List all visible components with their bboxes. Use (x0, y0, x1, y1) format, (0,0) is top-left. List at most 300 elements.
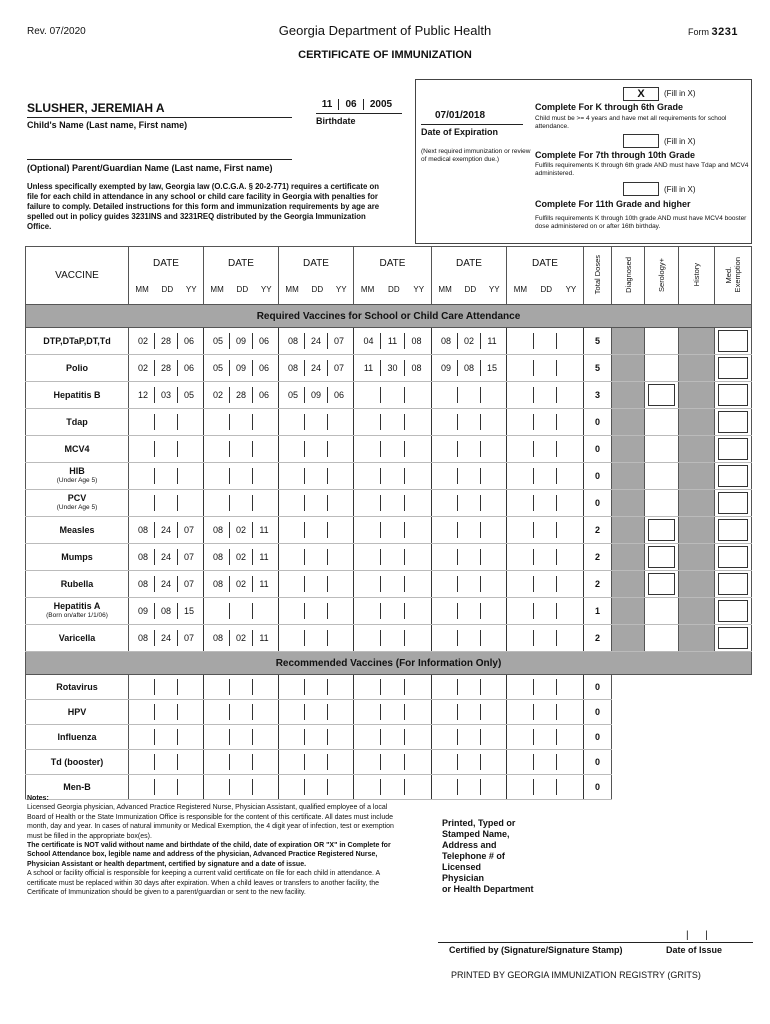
date-part[interactable] (457, 704, 480, 720)
date-part[interactable] (480, 679, 503, 695)
date-dd[interactable]: 08 (457, 360, 480, 376)
date-mm[interactable]: 09 (137, 606, 148, 616)
date-mm[interactable] (207, 495, 229, 511)
child-name-field[interactable]: SLUSHER, JEREMIAH A (27, 101, 165, 115)
date-mm[interactable] (357, 441, 380, 457)
date-mm[interactable] (132, 414, 154, 430)
date-mm[interactable]: 02 (212, 390, 223, 400)
date-part[interactable] (327, 729, 350, 745)
date-yy[interactable]: 07 (177, 630, 200, 646)
date-yy[interactable]: 11 (480, 333, 503, 349)
date-mm[interactable] (510, 468, 533, 484)
date-cell[interactable] (129, 544, 204, 571)
date-cell[interactable] (279, 675, 354, 700)
date-cell[interactable] (432, 775, 507, 800)
date-part[interactable] (556, 704, 580, 720)
date-mm[interactable] (357, 387, 380, 403)
date-yy[interactable] (327, 522, 350, 538)
date-cell[interactable] (432, 382, 507, 409)
med-exemption-cell[interactable] (715, 625, 752, 652)
date-dd[interactable]: 03 (154, 387, 177, 403)
date-part[interactable] (154, 704, 177, 720)
signature-line[interactable] (438, 942, 753, 943)
date-dd[interactable] (457, 522, 480, 538)
date-part[interactable] (533, 729, 557, 745)
date-cell[interactable] (279, 355, 354, 382)
date-part[interactable] (304, 729, 327, 745)
date-yy[interactable] (556, 495, 580, 511)
date-dd[interactable] (533, 360, 557, 376)
date-dd[interactable]: 28 (154, 333, 177, 349)
date-cell[interactable] (279, 700, 354, 725)
date-yy[interactable]: 11 (252, 522, 275, 538)
date-dd[interactable]: 08 (154, 603, 177, 619)
date-dd[interactable] (533, 468, 557, 484)
date-cell[interactable] (279, 544, 354, 571)
date-part[interactable] (510, 729, 533, 745)
date-yy[interactable]: 07 (327, 333, 350, 349)
med-exemption-cell[interactable] (715, 328, 752, 355)
date-dd[interactable] (533, 387, 557, 403)
date-cell[interactable] (129, 750, 204, 775)
date-dd[interactable] (380, 468, 404, 484)
date-cell[interactable] (507, 409, 584, 436)
med-exemption-cell[interactable] (715, 571, 752, 598)
date-mm[interactable] (435, 468, 457, 484)
date-cell[interactable] (279, 328, 354, 355)
date-part[interactable] (154, 679, 177, 695)
date-cell[interactable] (432, 355, 507, 382)
date-mm[interactable] (435, 522, 457, 538)
date-mm[interactable] (435, 630, 457, 646)
date-part[interactable] (435, 679, 457, 695)
date-cell[interactable] (507, 725, 584, 750)
date-part[interactable] (480, 704, 503, 720)
date-mm[interactable] (435, 495, 457, 511)
date-yy[interactable] (252, 414, 275, 430)
date-yy[interactable] (252, 603, 275, 619)
date-dd[interactable] (380, 441, 404, 457)
date-part[interactable] (229, 779, 252, 795)
date-cell[interactable] (354, 571, 432, 598)
date-part[interactable] (154, 729, 177, 745)
date-yy[interactable] (556, 576, 580, 592)
date-yy[interactable] (404, 549, 428, 565)
k-6th-grade-checkbox[interactable]: X (623, 87, 659, 101)
date-part[interactable] (327, 704, 350, 720)
date-mm[interactable] (207, 414, 229, 430)
date-part[interactable] (132, 729, 154, 745)
date-part[interactable] (304, 754, 327, 770)
date-part[interactable] (380, 779, 404, 795)
date-part[interactable] (252, 679, 275, 695)
date-cell[interactable] (204, 750, 279, 775)
date-mm[interactable] (282, 495, 304, 511)
date-dd[interactable]: 11 (380, 333, 404, 349)
date-part[interactable] (404, 704, 428, 720)
date-mm[interactable]: 08 (212, 552, 223, 562)
date-dd[interactable] (304, 630, 327, 646)
date-part[interactable] (404, 729, 428, 745)
serology-cell[interactable] (645, 517, 679, 544)
date-yy[interactable] (404, 468, 428, 484)
date-part[interactable] (229, 729, 252, 745)
date-mm[interactable]: 08 (440, 336, 451, 346)
date-yy[interactable]: 07 (177, 549, 200, 565)
date-yy[interactable] (177, 468, 200, 484)
date-yy[interactable] (556, 360, 580, 376)
date-mm[interactable]: 05 (287, 390, 298, 400)
date-yy[interactable] (480, 549, 503, 565)
date-dd[interactable] (533, 630, 557, 646)
date-dd[interactable] (154, 441, 177, 457)
date-yy[interactable] (556, 333, 580, 349)
med-exemption-box[interactable] (718, 492, 748, 514)
date-part[interactable] (177, 679, 200, 695)
date-dd[interactable]: 24 (304, 360, 327, 376)
date-part[interactable] (435, 729, 457, 745)
date-mm[interactable]: 04 (363, 336, 374, 346)
date-yy[interactable]: 07 (177, 522, 200, 538)
date-yy[interactable]: 15 (177, 603, 200, 619)
date-part[interactable] (357, 754, 380, 770)
date-dd[interactable] (380, 414, 404, 430)
date-mm[interactable] (282, 468, 304, 484)
date-dd[interactable] (229, 414, 252, 430)
med-exemption-box[interactable] (718, 357, 748, 379)
date-dd[interactable]: 02 (229, 549, 252, 565)
date-yy[interactable] (556, 441, 580, 457)
date-dd[interactable] (380, 576, 404, 592)
med-exemption-box[interactable] (718, 465, 748, 487)
date-yy[interactable]: 06 (252, 360, 275, 376)
date-yy[interactable] (556, 630, 580, 646)
date-part[interactable] (380, 704, 404, 720)
date-yy[interactable] (480, 495, 503, 511)
date-yy[interactable] (480, 630, 503, 646)
date-part[interactable] (252, 754, 275, 770)
date-cell[interactable] (279, 490, 354, 517)
date-dd[interactable]: 24 (154, 549, 177, 565)
date-dd[interactable] (457, 549, 480, 565)
date-yy[interactable] (404, 603, 428, 619)
date-part[interactable] (480, 754, 503, 770)
date-yy[interactable] (404, 630, 428, 646)
date-part[interactable] (304, 704, 327, 720)
date-cell[interactable] (507, 775, 584, 800)
date-mm[interactable] (510, 387, 533, 403)
date-yy[interactable]: 07 (177, 576, 200, 592)
med-exemption-cell[interactable] (715, 463, 752, 490)
date-dd[interactable]: 02 (229, 522, 252, 538)
date-cell[interactable] (129, 328, 204, 355)
serology-cell[interactable] (645, 463, 679, 490)
date-part[interactable] (177, 779, 200, 795)
date-yy[interactable]: 06 (327, 387, 350, 403)
date-dd[interactable]: 09 (304, 387, 327, 403)
date-mm[interactable] (282, 576, 304, 592)
date-cell[interactable] (507, 490, 584, 517)
date-cell[interactable] (507, 355, 584, 382)
date-cell[interactable] (129, 517, 204, 544)
med-exemption-cell[interactable] (715, 382, 752, 409)
date-mm[interactable] (282, 414, 304, 430)
date-cell[interactable] (354, 490, 432, 517)
date-part[interactable] (556, 779, 580, 795)
date-cell[interactable] (432, 700, 507, 725)
date-cell[interactable] (507, 625, 584, 652)
date-yy[interactable] (327, 576, 350, 592)
date-cell[interactable] (279, 517, 354, 544)
date-dd[interactable] (457, 603, 480, 619)
date-dd[interactable]: 28 (154, 360, 177, 376)
date-cell[interactable] (204, 625, 279, 652)
date-mm[interactable] (510, 360, 533, 376)
serology-cell[interactable] (645, 409, 679, 436)
date-cell[interactable] (129, 571, 204, 598)
date-dd[interactable] (457, 468, 480, 484)
date-part[interactable] (533, 704, 557, 720)
serology-cell[interactable] (645, 544, 679, 571)
date-part[interactable] (480, 729, 503, 745)
date-yy[interactable]: 07 (327, 360, 350, 376)
date-dd[interactable] (380, 387, 404, 403)
date-mm[interactable]: 08 (287, 336, 298, 346)
date-mm[interactable] (357, 576, 380, 592)
med-exemption-cell[interactable] (715, 409, 752, 436)
date-mm[interactable] (435, 603, 457, 619)
date-part[interactable] (357, 704, 380, 720)
med-exemption-box[interactable] (718, 411, 748, 433)
date-dd[interactable] (304, 414, 327, 430)
date-yy[interactable] (480, 414, 503, 430)
date-part[interactable] (207, 729, 229, 745)
date-yy[interactable] (177, 414, 200, 430)
date-cell[interactable] (279, 598, 354, 625)
date-yy[interactable] (556, 522, 580, 538)
date-yy[interactable] (327, 468, 350, 484)
date-mm[interactable] (510, 549, 533, 565)
date-dd[interactable]: 09 (229, 360, 252, 376)
serology-cell[interactable] (645, 355, 679, 382)
date-dd[interactable]: 09 (229, 333, 252, 349)
date-cell[interactable] (432, 625, 507, 652)
date-cell[interactable] (432, 544, 507, 571)
date-part[interactable] (556, 754, 580, 770)
date-mm[interactable]: 05 (212, 336, 223, 346)
date-yy[interactable] (404, 414, 428, 430)
date-mm[interactable] (435, 549, 457, 565)
11th-grade-checkbox[interactable] (623, 182, 659, 196)
date-mm[interactable] (510, 630, 533, 646)
serology-cell[interactable] (645, 571, 679, 598)
date-yy[interactable] (327, 630, 350, 646)
date-mm[interactable]: 08 (137, 552, 148, 562)
date-dd[interactable] (229, 603, 252, 619)
date-mm[interactable] (510, 576, 533, 592)
date-cell[interactable] (204, 490, 279, 517)
date-part[interactable] (282, 754, 304, 770)
date-part[interactable] (327, 779, 350, 795)
serology-cell[interactable] (645, 625, 679, 652)
date-cell[interactable] (354, 409, 432, 436)
date-dd[interactable] (304, 441, 327, 457)
date-part[interactable] (327, 754, 350, 770)
date-part[interactable] (282, 679, 304, 695)
date-part[interactable] (252, 704, 275, 720)
date-mm[interactable] (207, 468, 229, 484)
date-mm[interactable] (510, 441, 533, 457)
date-dd[interactable] (457, 630, 480, 646)
date-mm[interactable] (132, 441, 154, 457)
date-mm[interactable] (357, 603, 380, 619)
serology-cell[interactable] (645, 382, 679, 409)
date-yy[interactable]: 08 (404, 360, 428, 376)
date-part[interactable] (177, 754, 200, 770)
date-part[interactable] (132, 754, 154, 770)
date-cell[interactable] (507, 463, 584, 490)
date-part[interactable] (457, 729, 480, 745)
date-cell[interactable] (129, 625, 204, 652)
med-exemption-box[interactable] (718, 519, 748, 541)
date-dd[interactable]: 24 (154, 576, 177, 592)
date-cell[interactable] (129, 725, 204, 750)
med-exemption-box[interactable] (718, 384, 748, 406)
date-part[interactable] (457, 779, 480, 795)
date-mm[interactable] (510, 603, 533, 619)
med-exemption-cell[interactable] (715, 544, 752, 571)
date-mm[interactable]: 08 (287, 363, 298, 373)
med-exemption-box[interactable] (718, 546, 748, 568)
date-mm[interactable] (435, 387, 457, 403)
med-exemption-cell[interactable] (715, 436, 752, 463)
date-part[interactable] (435, 779, 457, 795)
date-cell[interactable] (129, 382, 204, 409)
date-cell[interactable] (204, 328, 279, 355)
date-dd[interactable]: 30 (380, 360, 404, 376)
date-mm[interactable]: 08 (137, 579, 148, 589)
date-yy[interactable] (480, 522, 503, 538)
date-mm[interactable] (435, 576, 457, 592)
med-exemption-box[interactable] (718, 573, 748, 595)
date-dd[interactable] (380, 630, 404, 646)
date-part[interactable] (533, 679, 557, 695)
date-cell[interactable] (204, 355, 279, 382)
date-yy[interactable] (556, 387, 580, 403)
date-part[interactable] (435, 704, 457, 720)
date-cell[interactable] (507, 675, 584, 700)
date-cell[interactable] (507, 328, 584, 355)
med-exemption-cell[interactable] (715, 355, 752, 382)
date-mm[interactable] (357, 414, 380, 430)
expiration-date-field[interactable]: 07/01/2018 (435, 110, 486, 121)
date-cell[interactable] (507, 436, 584, 463)
date-mm[interactable] (282, 522, 304, 538)
date-yy[interactable] (252, 441, 275, 457)
date-mm[interactable]: 11 (363, 363, 374, 373)
date-part[interactable] (229, 679, 252, 695)
date-part[interactable] (380, 754, 404, 770)
date-part[interactable] (154, 779, 177, 795)
date-mm[interactable]: 09 (440, 363, 451, 373)
date-yy[interactable]: 15 (480, 360, 503, 376)
date-dd[interactable] (304, 495, 327, 511)
date-mm[interactable] (282, 441, 304, 457)
date-cell[interactable] (354, 725, 432, 750)
date-cell[interactable] (129, 355, 204, 382)
date-yy[interactable]: 11 (252, 576, 275, 592)
date-cell[interactable] (354, 382, 432, 409)
date-cell[interactable] (279, 382, 354, 409)
date-part[interactable] (229, 754, 252, 770)
date-yy[interactable]: 06 (252, 387, 275, 403)
date-dd[interactable] (380, 522, 404, 538)
date-dd[interactable] (154, 414, 177, 430)
date-part[interactable] (556, 729, 580, 745)
date-part[interactable] (435, 754, 457, 770)
date-cell[interactable] (204, 725, 279, 750)
date-dd[interactable]: 24 (154, 630, 177, 646)
serology-cell[interactable] (645, 436, 679, 463)
date-dd[interactable] (457, 441, 480, 457)
date-yy[interactable] (556, 414, 580, 430)
date-cell[interactable] (204, 700, 279, 725)
date-part[interactable] (380, 679, 404, 695)
date-dd[interactable] (457, 414, 480, 430)
date-mm[interactable] (357, 630, 380, 646)
serology-box[interactable] (648, 519, 675, 541)
date-yy[interactable] (177, 495, 200, 511)
date-dd[interactable]: 02 (229, 630, 252, 646)
date-cell[interactable] (129, 700, 204, 725)
date-yy[interactable] (404, 576, 428, 592)
date-part[interactable] (207, 704, 229, 720)
date-mm[interactable]: 12 (137, 390, 148, 400)
date-yy[interactable] (404, 495, 428, 511)
date-part[interactable] (327, 679, 350, 695)
date-mm[interactable]: 08 (137, 633, 148, 643)
date-mm[interactable] (357, 468, 380, 484)
date-cell[interactable] (354, 675, 432, 700)
date-cell[interactable] (432, 571, 507, 598)
date-cell[interactable] (129, 463, 204, 490)
date-yy[interactable]: 06 (177, 333, 200, 349)
date-dd[interactable]: 28 (229, 387, 252, 403)
date-yy[interactable] (177, 441, 200, 457)
date-cell[interactable] (354, 598, 432, 625)
date-dd[interactable] (304, 549, 327, 565)
date-dd[interactable]: 24 (304, 333, 327, 349)
date-part[interactable] (510, 704, 533, 720)
date-mm[interactable] (357, 522, 380, 538)
date-cell[interactable] (129, 490, 204, 517)
date-dd[interactable] (304, 522, 327, 538)
date-yy[interactable] (404, 522, 428, 538)
date-dd[interactable] (380, 603, 404, 619)
date-yy[interactable] (556, 603, 580, 619)
date-part[interactable] (207, 679, 229, 695)
date-part[interactable] (380, 729, 404, 745)
date-cell[interactable] (279, 463, 354, 490)
med-exemption-box[interactable] (718, 600, 748, 622)
date-cell[interactable] (204, 598, 279, 625)
date-dd[interactable] (533, 333, 557, 349)
date-part[interactable] (177, 729, 200, 745)
date-dd[interactable] (304, 468, 327, 484)
date-mm[interactable]: 05 (212, 363, 223, 373)
date-cell[interactable] (507, 700, 584, 725)
date-cell[interactable] (432, 409, 507, 436)
